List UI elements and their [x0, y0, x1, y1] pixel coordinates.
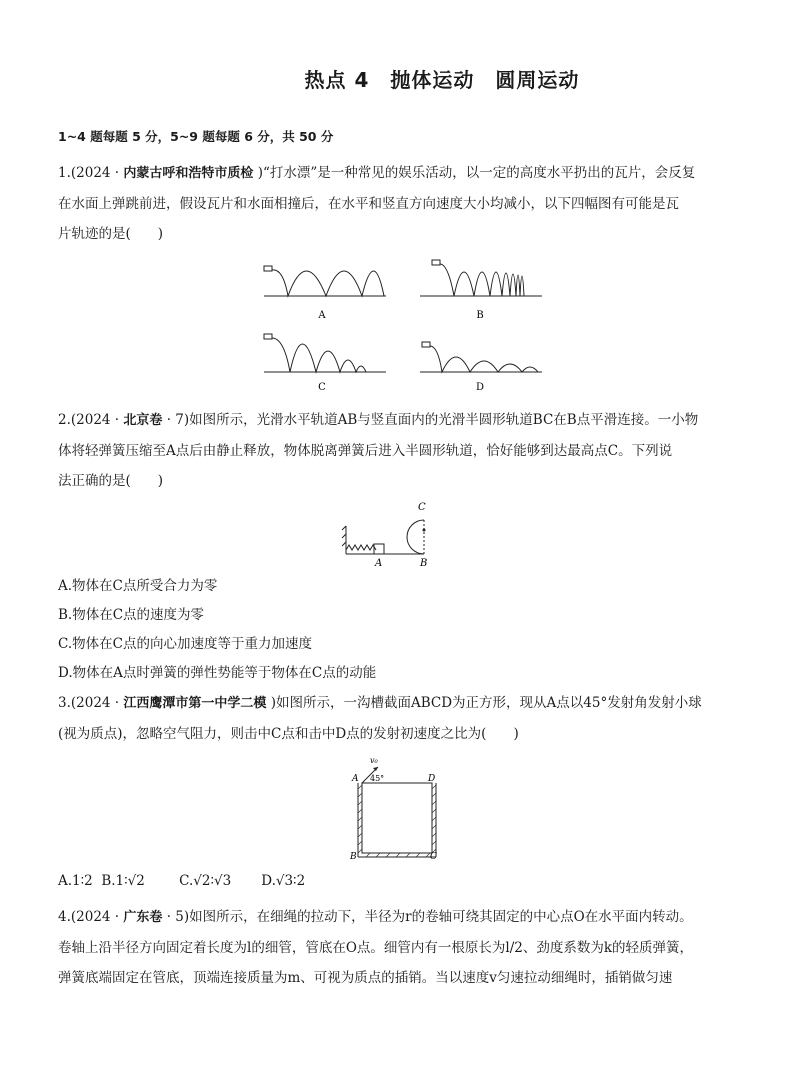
q3-figure: [344, 755, 444, 867]
q2-figure: [336, 496, 476, 576]
q3-line-2: (视为质点)，忽略空气阻力，则击中C点和击中D点的发射初速度之比为( ): [58, 726, 519, 742]
question-2: [58, 405, 738, 496]
q3-label-angle: 45°: [370, 774, 385, 783]
q4-source: 广东卷: [123, 910, 163, 925]
q1-line-1: 1.(2024 · 内蒙古呼和浩特市质检 )“打水漂”是一种常见的娱乐活动，以一定的高度水平扔出的瓦片，会反复: [58, 165, 696, 181]
q1-label-c: C: [318, 382, 326, 393]
q2-option-d: D.物体在A点时弹簧的弹性势能等于物体在C点的动能: [58, 665, 377, 681]
q3-label-c: C: [430, 852, 437, 862]
q3-label-v0: v₀: [370, 756, 378, 765]
question-1: [58, 158, 738, 249]
q2-source: 北京卷: [123, 413, 163, 428]
q1-line-2: 在水面上弹跳前进，假设瓦片和水面相撞后，在水平和竖直方向速度大小均减小，以下四幅图有可能是瓦: [58, 196, 679, 212]
q2-line-2: 体将轻弹簧压缩至A点后由静止释放，物体脱离弹簧后进入半圆形轨道，恰好能够到达最高点C。下列说: [58, 443, 673, 459]
q2-label-a: A: [375, 558, 383, 569]
question-3: [58, 688, 738, 749]
q2-option-a: A.物体在C点所受合力为零: [58, 578, 218, 594]
q4-line-1: 4.(2024 · 广东卷 · 5)如图所示，在细绳的拉动下，半径为r的卷轴可绕其固定的中心点O在水平面内转动。: [58, 909, 693, 925]
page-title: 热点 4 抛体运动 圆周运动: [304, 68, 580, 92]
q2-option-c: C.物体在C点的向心加速度等于重力加速度: [58, 636, 312, 652]
q1-option-c-diagram: [264, 334, 386, 393]
q3-label-b: B: [350, 852, 357, 862]
q1-source: 内蒙古呼和浩特市质检: [123, 166, 254, 181]
q4-line-2: 卷轴上沿半径方向固定着长度为l的细管，管底在O点。细管内有一根原长为l/2、劲度系数为k的轻质弹簧，: [58, 940, 694, 956]
q1-option-b-diagram: [420, 260, 542, 321]
q1-line-3: 片轨迹的是( ): [58, 226, 164, 242]
q3-label-d: D: [428, 774, 436, 784]
q1-option-d-diagram: [420, 342, 542, 393]
q1-label-d: D: [475, 382, 485, 393]
q4-line-3: 弹簧底端固定在管底，顶端连接质量为m、可视为质点的插销。当以速度v匀速拉动细绳时，插销做匀速: [58, 970, 673, 986]
q1-label-a: A: [318, 310, 326, 321]
q2-label-b: B: [420, 558, 428, 569]
q2-option-b: B.物体在C点的速度为零: [58, 607, 205, 623]
q2-label-c: C: [418, 502, 426, 513]
scoring-note: 1~4 题每题 5 分，5~9 题每题 6 分，共 50 分: [58, 129, 334, 144]
q1-label-b: B: [476, 310, 484, 321]
q3-options: A.1∶2 B.1∶√2 C.√2∶√3 D.√3∶2: [58, 873, 306, 889]
q3-line-1: 3.(2024 · 江西鹰潭市第一中学二模 )如图所示，一沟槽截面ABCD为正方形，现从A点以45°发射角发射小球: [58, 695, 702, 711]
q2-line-3: 法正确的是( ): [58, 473, 164, 489]
question-4: [58, 902, 738, 993]
q3-source: 江西鹰潭市第一中学二模: [123, 696, 267, 711]
q1-option-a-diagram: [264, 266, 386, 321]
q1-figure: [258, 256, 558, 400]
q2-line-1: 2.(2024 · 北京卷 · 7)如图所示，光滑水平轨道AB与竖直面内的光滑半圆形轨道BC在B点平滑连接。一小物: [58, 412, 699, 428]
q3-label-a: A: [352, 774, 359, 784]
